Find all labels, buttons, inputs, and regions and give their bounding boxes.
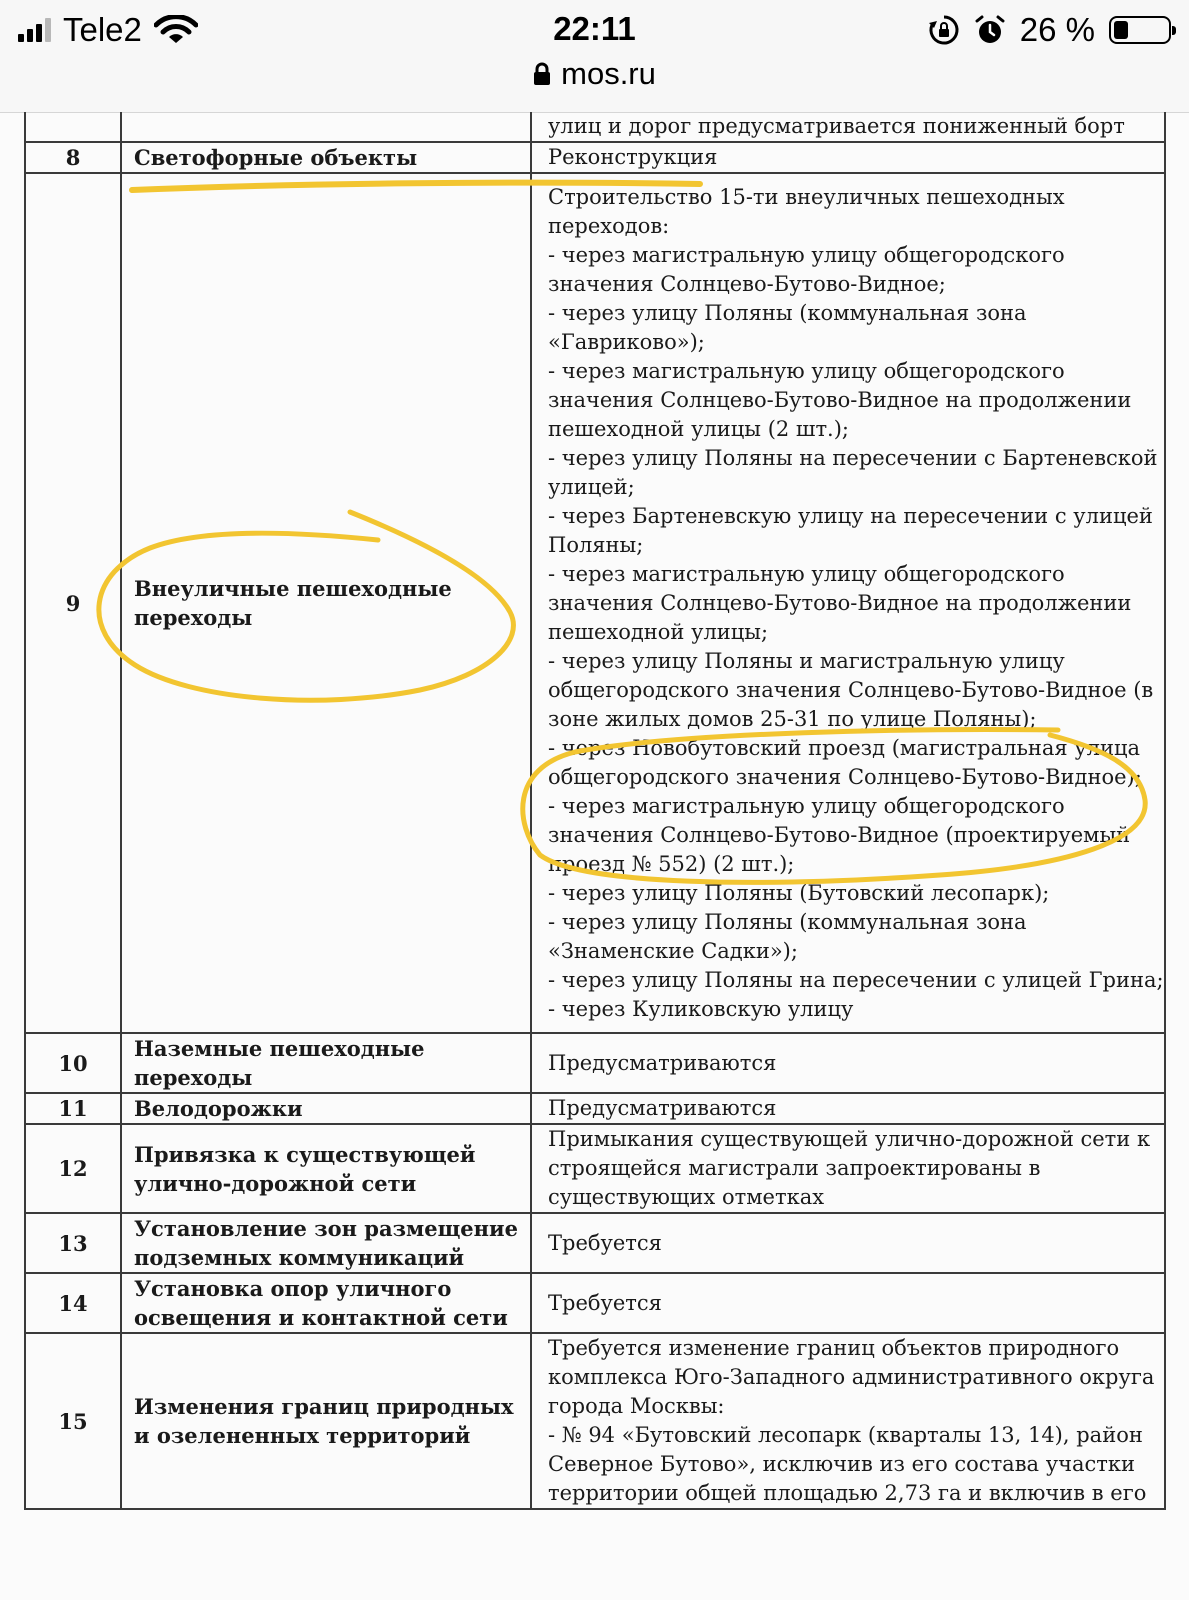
- row-title-line: Изменения границ природных: [134, 1394, 514, 1419]
- row-value-line: - через улицу Поляны на пересечении с Бартеневской: [548, 445, 1158, 470]
- row-value: [531, 1093, 1165, 1124]
- row-value-line: пешеходной улицы;: [548, 619, 769, 644]
- row-value-line: - через Бартеневскую улицу на пересечении с улицей: [548, 503, 1153, 528]
- row-title-line: Велодорожки: [134, 1096, 303, 1121]
- row-value-line: Строительство 15-ти внеуличных пешеходных: [548, 184, 1065, 209]
- row-title: [121, 173, 531, 1033]
- row-value-line: Требуется изменение границ объектов природного: [548, 1336, 1120, 1360]
- row-value-line: значения Солнцево-Бутово-Видное;: [548, 271, 946, 296]
- row-value-line: Примыкания существующей улично-дорожной сети к: [548, 1127, 1151, 1151]
- row-value-line: - через улицу Поляны и магистральную улицу: [548, 648, 1065, 673]
- row-title-line: улично-дорожной сети: [134, 1170, 417, 1196]
- row-value-line: существующих отметках: [548, 1185, 825, 1209]
- row-value-line: улиц и дорог предусматривается пониженный борт: [548, 114, 1125, 138]
- address-bar[interactable]: [0, 56, 1189, 92]
- row-value: [531, 1213, 1165, 1273]
- row-title-line: освещения и контактной сети: [134, 1305, 508, 1330]
- row-value-line: «Гавриково»);: [548, 329, 705, 354]
- browser-header: [0, 0, 1189, 113]
- row-value: [531, 142, 1165, 173]
- row-value-line: общегородского значения Солнцево-Бутово-Видное (в: [548, 677, 1154, 702]
- row-value-line: значения Солнцево-Бутово-Видное (проектируемый: [548, 822, 1131, 847]
- row-value: [531, 1033, 1165, 1093]
- row-number: 8: [25, 142, 121, 173]
- row-number: [25, 112, 121, 142]
- row-number: 11: [25, 1093, 121, 1124]
- rotation-lock-icon: [928, 14, 960, 46]
- row-number: 9: [25, 173, 121, 1033]
- row-value-line: Предусматриваются: [548, 1096, 777, 1120]
- row-value-line: - через улицу Поляны (коммунальная зона: [548, 300, 1027, 325]
- row-title-line: подземных коммуникаций: [134, 1245, 465, 1270]
- row-title: [121, 1033, 531, 1093]
- url-text: mos.ru: [561, 56, 656, 91]
- requirements-table: [24, 112, 1166, 1510]
- alarm-clock-icon: [974, 14, 1006, 46]
- document-page: [0, 112, 1189, 1600]
- row-value-line: - через улицу Поляны на пересечении с улицей Грина;: [548, 967, 1164, 992]
- row-value-line: «Знаменские Садки»);: [548, 938, 798, 963]
- table-row: [25, 173, 1165, 1033]
- row-number: 12: [25, 1124, 121, 1213]
- row-value-line: общегородского значения Солнцево-Бутово-Видное);: [548, 764, 1142, 789]
- row-value-line: Поляны;: [548, 532, 644, 557]
- row-title-line: Наземные пешеходные: [134, 1036, 425, 1061]
- table-row: [25, 1124, 1165, 1213]
- carrier-name: Tele2: [63, 11, 142, 48]
- row-title: [121, 1093, 531, 1124]
- row-title: [121, 1213, 531, 1273]
- row-title: [121, 142, 531, 173]
- row-value: [531, 1124, 1165, 1213]
- row-value-line: - через Куликовскую улицу: [548, 996, 854, 1021]
- row-value-line: пешеходной улицы (2 шт.);: [548, 416, 850, 441]
- table-row: [25, 1273, 1165, 1333]
- row-title: [121, 1124, 531, 1213]
- row-value-line: - через улицу Поляны (коммунальная зона: [548, 909, 1027, 934]
- row-value-line: - № 94 «Бутовский лесопарк (кварталы 13, 14), район: [548, 1423, 1143, 1447]
- battery-icon: [1109, 16, 1171, 44]
- row-value-line: города Москвы:: [548, 1394, 725, 1418]
- table-row: [25, 1213, 1165, 1273]
- table-row: [25, 1033, 1165, 1093]
- row-value-line: - через магистральную улицу общегородского: [548, 358, 1065, 383]
- row-number: 10: [25, 1033, 121, 1093]
- row-number: 14: [25, 1273, 121, 1333]
- row-title-line: и озелененных территорий: [134, 1423, 471, 1448]
- row-number: 15: [25, 1333, 121, 1509]
- lock-icon: [533, 62, 551, 86]
- row-value-line: улицей;: [548, 474, 635, 499]
- row-value-line: - через Новобутовский проезд (магистральная улица: [548, 735, 1141, 760]
- row-title-line: Привязка к существующей: [134, 1141, 476, 1167]
- row-value: [531, 1333, 1165, 1509]
- row-value-line: Северное Бутово», исключив из его состава участки: [548, 1452, 1135, 1476]
- row-value-line: Реконструкция: [548, 145, 718, 169]
- table-row: [25, 112, 1165, 142]
- battery-percent: 26 %: [1019, 11, 1095, 48]
- row-value-line: Предусматриваются: [548, 1050, 777, 1075]
- row-value-line: территории общей площадью 2,73 га и включив в его: [548, 1481, 1147, 1505]
- row-title-line: переходы: [134, 1065, 253, 1090]
- row-value-line: переходов:: [548, 213, 670, 238]
- row-title-line: переходы: [134, 605, 253, 630]
- clock: 22:11: [553, 10, 636, 47]
- row-value: [531, 1273, 1165, 1333]
- row-value-line: - через магистральную улицу общегородского: [548, 242, 1065, 267]
- row-title-line: Установление зон размещение: [134, 1216, 518, 1241]
- row-value-line: значения Солнцево-Бутово-Видное на продолжении: [548, 590, 1132, 615]
- row-title: [121, 1273, 531, 1333]
- row-value-line: Требуется: [548, 1230, 662, 1255]
- row-title-line: Установка опор уличного: [134, 1276, 452, 1301]
- row-value-line: значения Солнцево-Бутово-Видное на продолжении: [548, 387, 1132, 412]
- row-value: [531, 173, 1165, 1033]
- row-title: [121, 1333, 531, 1509]
- row-value-line: комплекса Юго-Западного административного округа: [548, 1365, 1155, 1389]
- table-row: [25, 1093, 1165, 1124]
- row-value: [531, 112, 1165, 142]
- row-value-line: Требуется: [548, 1290, 662, 1315]
- table-row: [25, 142, 1165, 173]
- row-title-line: Светофорные объекты: [134, 145, 418, 170]
- status-right: [928, 10, 1171, 50]
- row-value-line: строящейся магистрали запроектированы в: [548, 1156, 1041, 1180]
- row-value-line: зоне жилых домов 25-31 по улице Поляны);: [548, 706, 1037, 731]
- row-value-line: - через улицу Поляны (Бутовский лесопарк);: [548, 880, 1050, 905]
- row-value-line: - через магистральную улицу общегородского: [548, 793, 1065, 818]
- row-number: 13: [25, 1213, 121, 1273]
- row-title-line: Внеуличные пешеходные: [134, 576, 452, 601]
- table-row: [25, 1333, 1165, 1509]
- row-value-line: проезд № 552) (2 шт.);: [548, 851, 795, 876]
- row-value-line: - через магистральную улицу общегородского: [548, 561, 1065, 586]
- row-title: [121, 112, 531, 142]
